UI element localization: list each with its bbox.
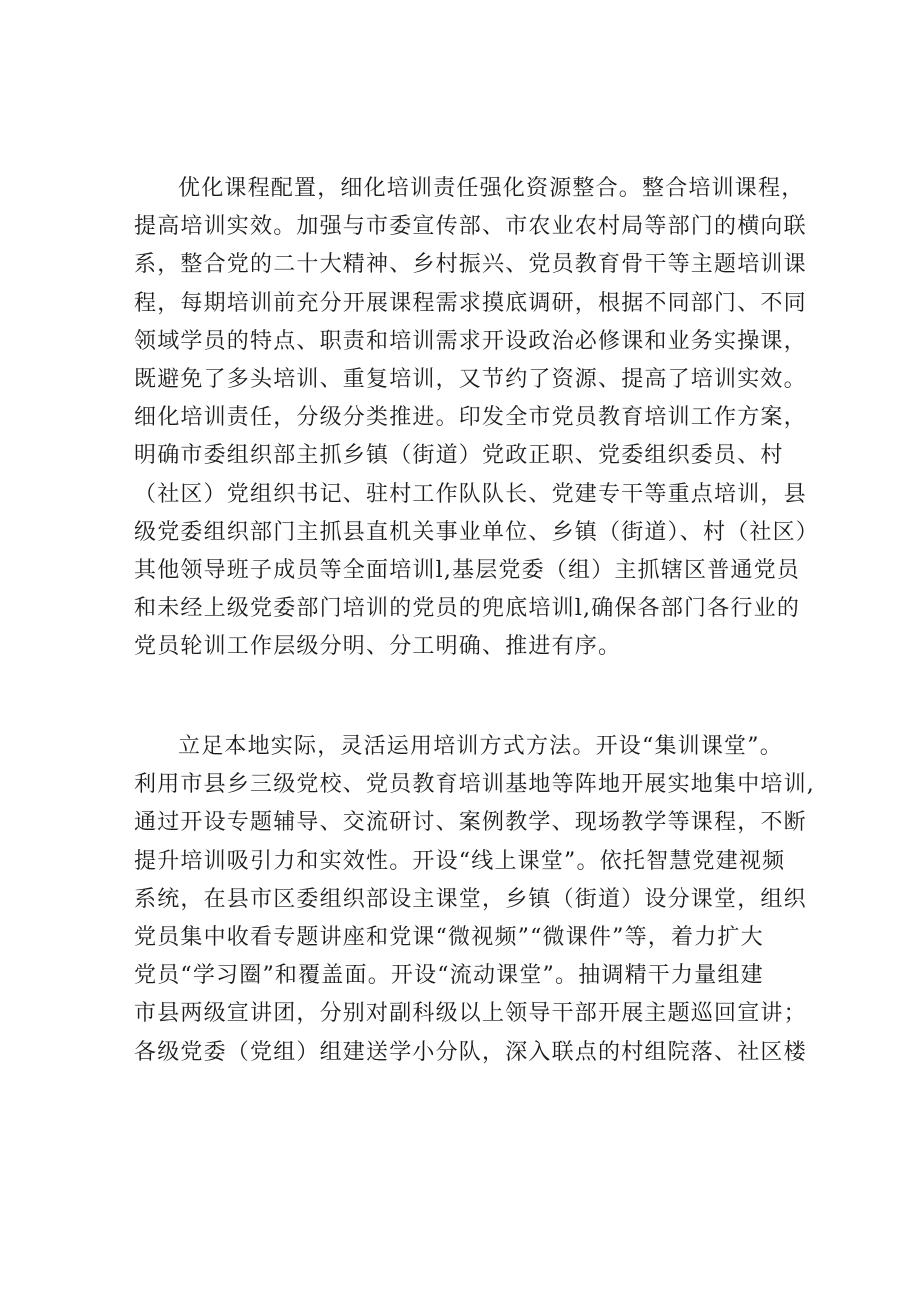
text-line: 细化培训责任，分级分类推进。印发全市党员教育培训工作方案， [134, 405, 807, 431]
text-line: 利用市县乡三级党校、党员教育培训基地等阵地开展实地集中培训, [134, 772, 815, 798]
text-line: 通过开设专题辅导、交流研讨、案例教学、现场教学等课程，不断 [134, 810, 807, 836]
text-line: 明确市委组织部主抓乡镇（街道）党政正职、党委组织委员、村 [134, 443, 784, 469]
text-line: 提高培训实效。加强与市委宣传部、市农业农村局等部门的横向联 [134, 214, 807, 240]
text-line: （社区）党组织书记、驻村工作队队长、党建专干等重点培训，县 [134, 481, 807, 507]
text-line: 党员集中收看专题讲座和党课“微视频”“微课件”等，着力扩大 [134, 924, 764, 950]
text-line: 系，整合党的二十大精神、乡村振兴、党员教育骨干等主题培训课 [134, 252, 807, 278]
text-line: 立足本地实际，灵活运用培训方式方法。开设“集训课堂”。 [178, 734, 783, 759]
paragraph-training-methods [134, 728, 815, 1072]
text-line: 提升培训吸引力和实效性。开设“线上课堂”。依托智慧党建视频 [134, 848, 786, 874]
text-line: 既避免了多头培训、重复培训，又节约了资源、提高了培训实效。 [134, 366, 807, 392]
text-line: 系统，在县市区委组织部设主课堂，乡镇（街道）设分课堂，组织 [134, 886, 807, 912]
text-line: 市县两级宣讲团，分别对副科级以上领导干部开展主题巡回宣讲； [134, 1001, 807, 1027]
text-line: 其他领导班子成员等全面培训l,基层党委（组）主抓辖区普通党员 [134, 557, 801, 583]
text-line: 和未经上级党委部门培训的党员的兜底培训l,确保各部门各行业的 [134, 596, 801, 622]
text-line: 优化课程配置，细化培训责任强化资源整合。整合培训课程， [178, 176, 805, 201]
text-line: 级党委组织部门主抓县直机关事业单位、乡镇（街道）、村（社区） [134, 519, 820, 545]
text-line: 党员轮训工作层级分明、分工明确、推进有序。 [134, 634, 622, 660]
text-line: 各级党委（党组）组建送学小分队，深入联点的村组院落、社区楼 [134, 1039, 807, 1065]
paragraph-course-configuration [134, 170, 820, 666]
text-line: 领域学员的特点、职责和培训需求开设政治必修课和业务实操课， [134, 328, 807, 354]
text-line: 程，每期培训前充分开展课程需求摸底调研，根据不同部门、不同 [134, 290, 807, 316]
text-line: 党员“学习圈”和覆盖面。开设“流动课堂”。抽调精干力量组建 [134, 963, 764, 989]
